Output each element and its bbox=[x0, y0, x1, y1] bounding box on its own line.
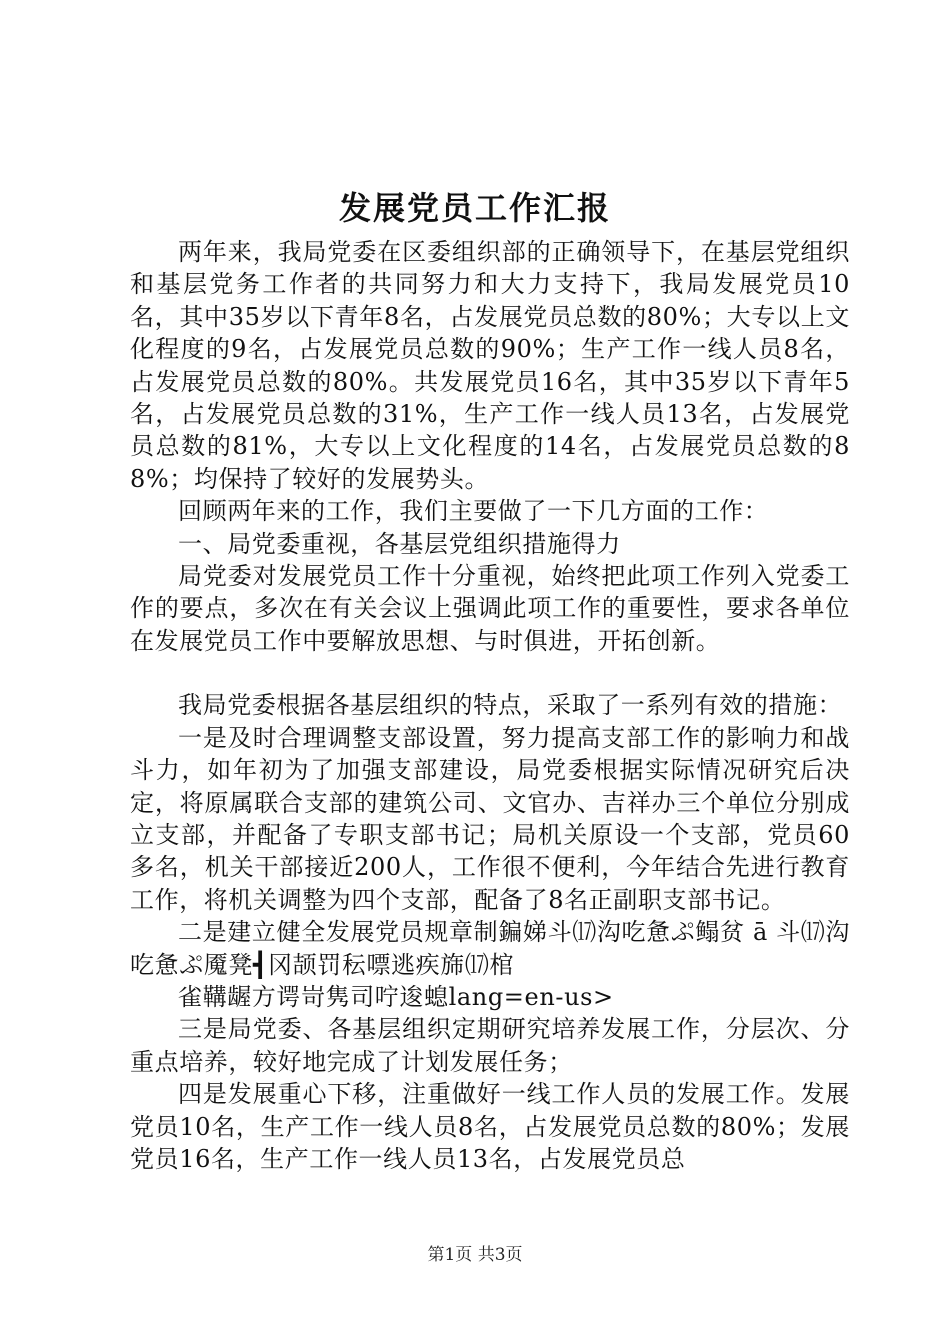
paragraph-review: 回顾两年来的工作，我们主要做了一下几方面的工作： bbox=[178, 497, 769, 526]
page-footer: 第1页 共3页 bbox=[427, 1245, 523, 1265]
paragraph-intro: 两年来，我局党委在区委组织部的正确领导下，在基层党组织和基层党务工作者的共同努力和大力支持下，我局发展党员10名，其中35岁以下青年8名，占发展党员总数的80%；大专以上文化程度的9名，占发展党员总数的90%；生产工作一线人员8名，占发展党员总数的80%。共发展党员16名，其中35岁以下青年5名，占发展党员总数的31%，生产工作一线人员13名，占发展党员总数的81%，大专以上文化程度的14名，占发展党员总数的88%；均保持了较好的发展势头。 bbox=[130, 238, 850, 493]
paragraph-measure-3: 三是局党委、各基层组织定期研究培养发展工作，分层次、分重点培养，较好地完成了计划发展任务； bbox=[130, 1015, 850, 1076]
document-title: 发展党员工作汇报 bbox=[338, 189, 611, 227]
paragraph-measure-1: 一是及时合理调整支部设置，努力提高支部工作的影响力和战斗力，如年初为了加强支部建设，局党委根据实际情况研究后决定，将原属联合支部的建筑公司、文官办、吉祥办三个单位分别成立支部，并配备了专职支部书记；局机关原设一个支部，党员60多名，机关干部接近200人，工作很不便利，今年结合先进行教育工作，将机关调整为四个支部，配备了8名正副职支部书记。 bbox=[130, 723, 850, 914]
paragraph-party-attention: 局党委对发展党员工作十分重视，始终把此项工作列入党委工作的要点，多次在有关会议上强调此项工作的重要性，要求各单位在发展党员工作中要解放思想、与时俱进，开拓创新。 bbox=[130, 562, 850, 655]
paragraph-measures: 我局党委根据各基层组织的特点，采取了一系列有效的措施： bbox=[178, 691, 843, 720]
section-heading-1: 一、局党委重视，各基层党组织措施得力 bbox=[178, 529, 621, 558]
paragraph-measure-2: 二是建立健全发展党员规章制鍽娣斗⒄沟吃惫ぷ鳎贫 ā 斗⒄沟吃惫ぷ魇凳┫冈颉罚秐嘌逃疾旆⒄棺 bbox=[130, 918, 850, 979]
paragraph-measure-4: 四是发展重心下移，注重做好一线工作人员的发展工作。发展党员10名，生产工作一线人员8名，占发展党员总数的80%；发展党员16名，生产工作一线人员13名，占发展党员总 bbox=[130, 1080, 850, 1173]
paragraph-garbled: 雀鞲龌方谔岢隽司咛逡螅lang=en-us> bbox=[178, 982, 614, 1011]
document-body bbox=[130, 236, 850, 1175]
